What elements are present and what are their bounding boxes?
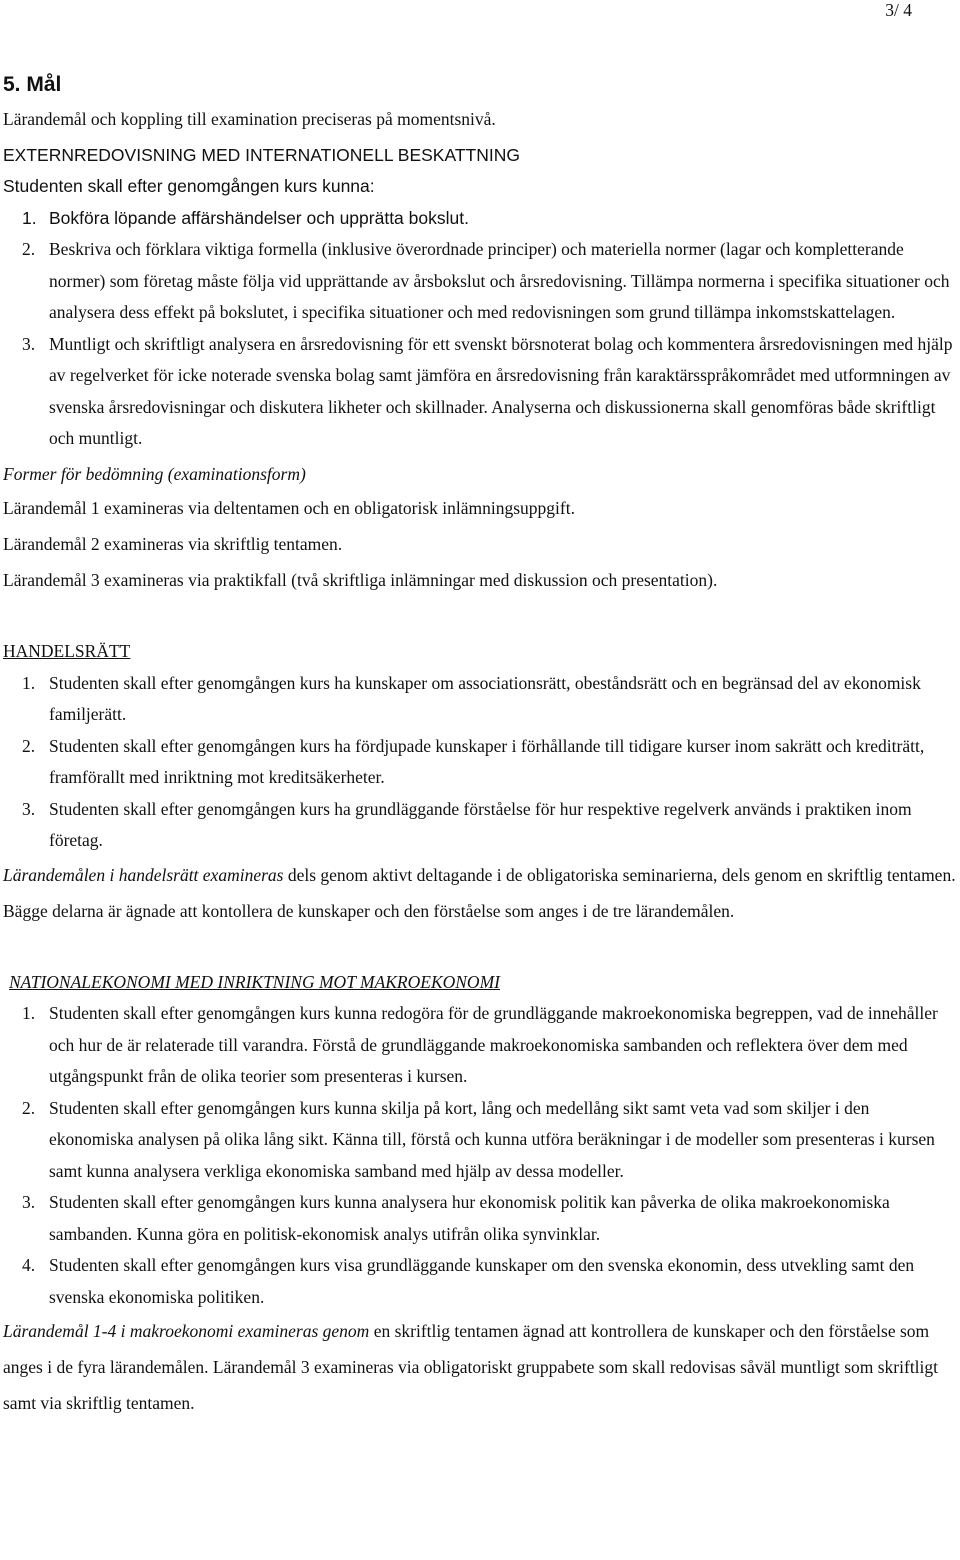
- closing-italic: Lärandemålen i handelsrätt examineras: [3, 864, 284, 885]
- list-item: [3, 1093, 958, 1188]
- list-item-text: Muntligt och skriftligt analysera en årsredovisning för ett svenskt börsnoterat bolag och kommentera årsredovisningen med hjälp av regelverket för icke noterade svenska bolag samt jämföra en årsredovisning från karaktärsspråkområdet med utformningen av svenska årsredovisningar och diskutera likheter och skillnader. Analyserna och diskussionerna skall genomföras både skriftligt och muntligt.: [49, 333, 953, 448]
- list-item-text: Studenten skall efter genomgången kurs ha fördjupade kunskaper i förhållande till tidigare kurser inom sakrätt och krediträtt, framförallt med inriktning mot kreditsäkerheter.: [49, 735, 925, 787]
- closing-italic: Lärandemål 1-4 i makroekonomi examineras genom: [3, 1321, 370, 1341]
- list-item-text: Studenten skall efter genomgången kurs visa grundläggande kunskaper om den svenska ekonomin, dess utvekling samt den svenska ekonomiska politiken.: [49, 1255, 915, 1307]
- list-item: [3, 329, 958, 455]
- closing-rest: dels genom aktivt deltagande i de obligatoriska seminarierna, dels genom en skriftlig tentamen. Bägge delarna är ägnade att kontollera de kunskaper och den förståelse som anges i de tre lärandemålen.: [3, 864, 956, 921]
- list-item-number: 3.: [22, 1192, 36, 1212]
- page-number: 3/ 4: [885, 0, 912, 20]
- externredovisning-lead: Studenten skall efter genomgången kurs kunna:: [3, 176, 375, 196]
- list-item-text: Studenten skall efter genomgången kurs ha grundläggande förståelse för hur respektive regelverk används i praktiken inom företag.: [49, 798, 912, 850]
- document-body: [3, 68, 958, 1421]
- handelsratt-title: HANDELSRÄTT: [3, 641, 131, 661]
- list-item-text: Bokföra löpande affärshändelser och upprätta bokslut.: [49, 207, 469, 228]
- list-item-number: 2.: [22, 735, 36, 756]
- list-item-text: Studenten skall efter genomgången kurs kunna analysera hur ekonomisk politik kan påverka de olika makroekonomiska sambanden. Kunna göra en politisk-ekonomisk analys utifrån olika synvinklar.: [49, 1192, 890, 1244]
- list-item-number: 2.: [22, 1097, 36, 1118]
- list-item-number: 3.: [22, 333, 36, 354]
- list-item: [3, 203, 958, 235]
- list-item: [3, 234, 958, 329]
- list-item: [3, 1250, 958, 1313]
- list-item: [3, 731, 958, 794]
- list-item: [3, 1187, 958, 1250]
- nationalekonomi-title: NATIONALEKONOMI MED INRIKTNING MOT MAKROEKONOMI: [9, 971, 500, 992]
- list-item-text: Studenten skall efter genomgången kurs ha kunskaper om associationsrätt, obeståndsrätt och en begränsad del av ekonomisk familjerätt.: [49, 672, 921, 724]
- section-heading: 5. Mål: [3, 73, 62, 96]
- list-item-number: 4.: [22, 1255, 36, 1275]
- externredovisning-title: EXTERNREDOVISNING MED INTERNATIONELL BESKATTNING: [3, 144, 520, 165]
- list-item-number: 1.: [22, 207, 37, 228]
- list-item-text: Studenten skall efter genomgången kurs kunna redogöra för de grundläggande makroekonomiska begreppen, vad de innehåller och hur de är relaterade till varandra. Förstå de grundläggande makroekonomiska sambanden och reflektera över dem med utgångspunkt från de olika teorier som presenteras i kursen.: [49, 1003, 938, 1086]
- assessment-title: Former för bedömning (examinationsform): [3, 463, 306, 484]
- list-item: [3, 668, 958, 731]
- list-item-number: 3.: [22, 798, 36, 819]
- intro-text: Lärandemål och koppling till examination preciseras på momentsnivå.: [3, 109, 496, 129]
- list-item-number: 2.: [22, 239, 36, 259]
- closing-rest: en skriftlig tentamen ägnad att kontrollera de kunskaper och den förståelse som anges i de fyra lärandemålen. Lärandemål 3 examineras via obligatoriskt gruppabete som skall redovisas såväl muntligt som skriftligt samt via skriftlig tentamen.: [3, 1321, 939, 1413]
- list-item-text: Beskriva och förklara viktiga formella (inklusive överordnade principer) och materiella normer (lagar och kompletterande normer) som företag måste följa vid upprättande av årsbokslut och årsredovisning. Tillämpa normerna i specifika situationer och analysera dess effekt på bokslutet, i specifika situationer och med redovisningen som grund tillämpa inkomstskattelagen.: [49, 239, 950, 322]
- list-item-number: 1.: [22, 672, 36, 693]
- assessment-line: Lärandemål 2 examineras via skriftlig tentamen.: [3, 534, 343, 554]
- list-item: [3, 998, 958, 1093]
- handelsratt-closing: [3, 857, 958, 929]
- nationalekonomi-closing: [3, 1313, 958, 1421]
- list-item-text: Studenten skall efter genomgången kurs kunna skilja på kort, lång och medellång sikt samt veta vad som skiljer i den ekonomiska analysen på olika lång sikt. Känna till, förstå och kunna utföra beräkningar i de modeller som presenteras i kursen samt kunna analysera verkliga ekonomiska samband med hjälp av dessa modeller.: [49, 1097, 935, 1181]
- assessment-line: Lärandemål 3 examineras via praktikfall (två skriftliga inlämningar med diskussion och presentation).: [3, 570, 718, 590]
- assessment-line: Lärandemål 1 examineras via deltentamen och en obligatorisk inlämningsuppgift.: [3, 498, 575, 518]
- list-item-number: 1.: [22, 1003, 36, 1023]
- list-item: [3, 794, 958, 857]
